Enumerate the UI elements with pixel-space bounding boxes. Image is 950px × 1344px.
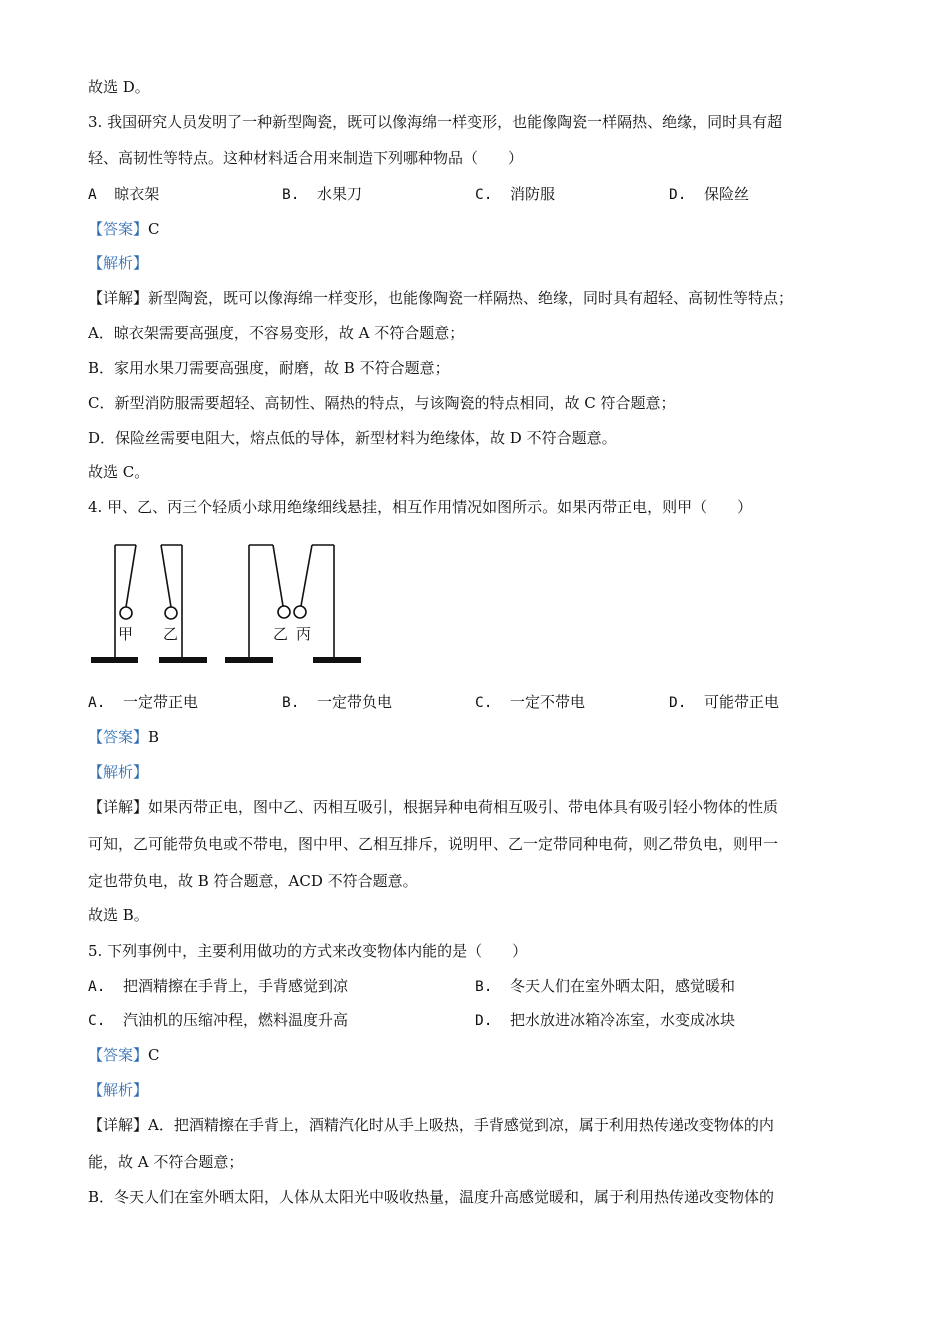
q5-detail-line: 【详解】A．把酒精擦在手背上，酒精汽化时从手上吸热，手背感觉到凉，属于利用热传递改变物体的内 <box>88 1116 774 1134</box>
q3-stem-line1: 3. 我国研究人员发明了一种新型陶瓷，既可以像海绵一样变形，也能像陶瓷一样隔热、绝缘，同时具有超 <box>88 113 783 131</box>
q3-option-b: B. 水果刀 <box>282 185 362 203</box>
q3-option-a: A 晾衣架 <box>88 185 160 203</box>
q5-detail-line: 能，故 A 不符合题意； <box>88 1153 244 1171</box>
base-right-1 <box>225 657 273 663</box>
q4-detail-line: 定也带负电，故 B 符合题意，ACD 不符合题意。 <box>88 872 418 890</box>
label-yi-right: 乙 <box>273 625 289 643</box>
q3-conclusion: 故选 C。 <box>88 463 150 481</box>
q4-analysis-tag: 【解析】 <box>88 763 149 781</box>
q5-option-d: D. 把水放进冰箱冷冻室，水变成冰块 <box>475 1011 735 1029</box>
q3-detail-line: A．晾衣架需要高强度，不容易变形，故 A 不符合题意； <box>88 324 465 342</box>
q3-detail-line: D．保险丝需要电阻大，熔点低的导体，新型材料为绝缘体，故 D 不符合题意。 <box>88 429 617 447</box>
q4-stem: 4. 甲、乙、丙三个轻质小球用绝缘细线悬挂，相互作用情况如图所示。如果丙带正电，则甲（ ） <box>88 498 753 516</box>
q5-analysis-tag: 【解析】 <box>88 1081 149 1099</box>
q2-conclusion: 故选 D。 <box>88 78 150 96</box>
q4-detail-line: 【详解】如果丙带正电，图中乙、丙相互吸引，根据异种电荷相互吸引、带电体具有吸引轻小物体的性质 <box>88 798 779 816</box>
q3-option-d: D. 保险丝 <box>669 185 749 203</box>
q3-detail-line: B．家用水果刀需要高强度，耐磨，故 B 不符合题意； <box>88 359 450 377</box>
q5-option-c: C. 汽油机的压缩冲程，燃料温度升高 <box>88 1011 348 1029</box>
q5-detail-line: B．冬天人们在室外晒太阳，人体从太阳光中吸收热量，温度升高感觉暖和，属于利用热传递改变物体的 <box>88 1188 775 1206</box>
q5-option-a: A. 把酒精擦在手背上，手背感觉到凉 <box>88 977 348 995</box>
base-left-1 <box>91 657 138 663</box>
q3-detail-line: C．新型消防服需要超轻、高韧性、隔热的特点，与该陶瓷的特点相同，故 C 符合题意； <box>88 394 676 412</box>
q5-answer: 【答案】C <box>88 1046 160 1064</box>
q4-conclusion: 故选 B。 <box>88 906 149 924</box>
q3-detail-line: 【详解】新型陶瓷，既可以像海绵一样变形，也能像陶瓷一样隔热、绝缘，同时具有超轻、高韧性等特点； <box>88 289 794 307</box>
q4-option-d: D. 可能带正电 <box>669 693 779 711</box>
base-left-2 <box>159 657 207 663</box>
q5-stem: 5. 下列事例中，主要利用做功的方式来改变物体内能的是（ ） <box>88 942 528 960</box>
q5-option-b: B. 冬天人们在室外晒太阳，感觉暖和 <box>475 977 735 995</box>
q4-option-b: B. 一定带负电 <box>282 693 392 711</box>
q4-figure <box>85 535 375 670</box>
base-right-2 <box>313 657 361 663</box>
q3-analysis-tag: 【解析】 <box>88 254 149 272</box>
q4-option-c: C. 一定不带电 <box>475 693 585 711</box>
q4-answer: 【答案】B <box>88 728 160 746</box>
q3-stem-line2: 轻、高韧性等特点。这种材料适合用来制造下列哪种物品（ ） <box>88 149 524 167</box>
q4-option-a: A. 一定带正电 <box>88 693 198 711</box>
label-jia: 甲 <box>118 625 134 643</box>
label-yi-left: 乙 <box>163 625 179 643</box>
q3-answer: 【答案】C <box>88 220 160 238</box>
q4-detail-line: 可知，乙可能带负电或不带电，图中甲、乙相互排斥，说明甲、乙一定带同种电荷，则乙带负电，则甲一 <box>88 835 779 853</box>
label-bing: 丙 <box>296 625 312 643</box>
q3-option-c: C. 消防服 <box>475 185 555 203</box>
